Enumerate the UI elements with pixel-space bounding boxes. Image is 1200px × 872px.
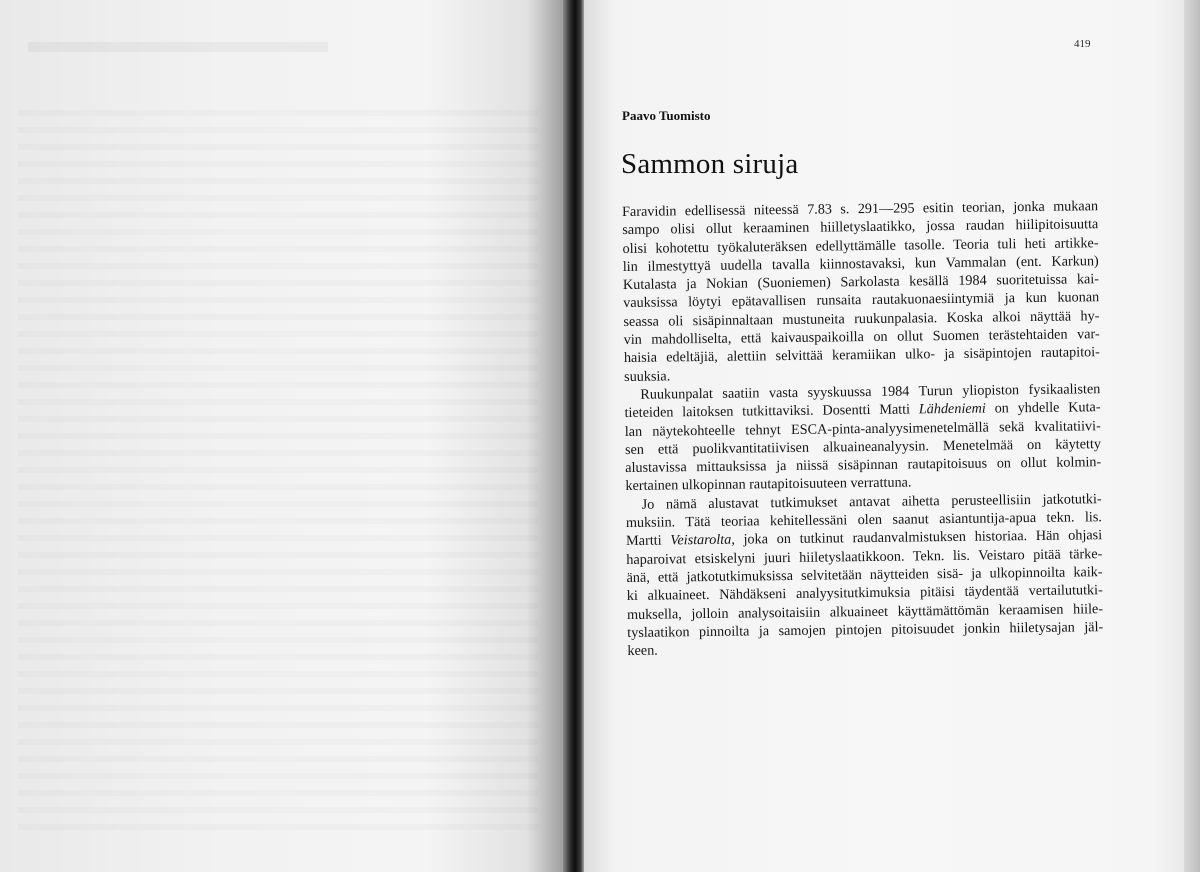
page-number: 419 — [1074, 38, 1091, 50]
text-line: Jo nämä alustavat tutkimukset antavat aihetta perusteellisiin jatkotutki- — [641, 490, 1102, 513]
paragraph-2 — [624, 380, 1101, 496]
book-gutter — [563, 0, 585, 872]
text-line: vin mahdolliselta, että kaivauspaikoilla on ollut Suomen terästehtaiden var- — [623, 326, 1100, 349]
text-line: lan näytekohteelle tehnyt ESCA-pinta-analyysimenetelmällä sekä kvalitatiivi- — [624, 417, 1101, 440]
right-page — [584, 0, 1184, 872]
text-line: olisi kohotettu työkaluteräksen edellyttämälle tasolle. Teoria tuli heti artikke- — [622, 234, 1099, 257]
text-segment: on yhdelle Kuta- — [985, 399, 1101, 417]
text-line: suuksia. — [624, 368, 671, 385]
text-line: sen että puolikvantitatiivisen alkuaineanalyysin. Menetelmää on käytetty — [624, 436, 1102, 458]
text-line: muksella, jolloin analysoitaisiin alkuaineet käyttämättömän keraamisen hiile- — [626, 600, 1104, 623]
text-line: seassa oli sisäpinnaltaan mustuneita ruukunpalasia. Koska alkoi näyttää hy- — [623, 307, 1100, 330]
author-name: Paavo Tuomisto — [622, 108, 711, 123]
text-line: Kutalasta ja Nokian (Suoniemen) Sarkolasta kesällä 1984 suoritetuissa kai- — [622, 271, 1100, 294]
text-line: vauksissa löytyi epätavallisen runsaita rautakuonaesiintymiä ja kun kuonan — [623, 289, 1100, 312]
text-segment: joka on tutkinut raudanvalmistuksen historiaa. Hän ohjasi — [734, 527, 1103, 548]
text-line: kertainen ulkopinnan rautapitoisuuteen verrattuna. — [625, 474, 912, 495]
italic-name: Lähdeniemi — [918, 400, 986, 418]
text-line: änä, että jatkotutkimuksissa selvitetään näytteiden sisä- ja ulkopinnoilta kaik- — [626, 564, 1103, 586]
text-line: alustavissa mittauksissa ja niissä sisäpinnan rautapitoisuus on ollut kolmin- — [625, 454, 1102, 477]
text-line: lin ilmestyttyä uudella tavalla kiinnostavaksi, kun Vammalan (ent. Karkun) — [622, 253, 1099, 275]
paragraph-1 — [622, 197, 1100, 386]
text-line: haisia edeltäjiä, alettiin selvittää keramiikan ulko- ja sisäpintojen rautapitoi- — [623, 344, 1100, 367]
text-line: Faravidin edellisessä niteessä 7.83 s. 291—295 esitin teorian, jonka mukaan — [622, 198, 1099, 220]
text-line: ki alkuaineet. Nähdäkseni analyysitutkimuksia pitäisi täydentää vertailututki- — [626, 582, 1103, 605]
text-line: haparoivat etsiskelyni juuri hiiletyslaatikkoon. Tekn. lis. Veistaro pitää tärke- — [626, 545, 1103, 568]
article-title: Sammon siruja — [621, 148, 799, 180]
text-line: Ruukunpalat saatiin vasta syyskuussa 1984 Turun yliopiston fysikaalisten — [640, 381, 1101, 403]
text-line: muksiin. Tätä teoriaa kehitellessäni olen saanut asiantuntija-apua tekn. lis. — [625, 509, 1102, 532]
text-line: sampo olisi ollut keraaminen hiilletyslaatikko, jossa raudan hiilipitoisuutta — [622, 216, 1099, 239]
text-line: tyslaatikon pinnoilta ja samojen pintojen pitoisuudet jonkin hiiletysajan jäl- — [627, 618, 1104, 641]
text-segment: tieteiden laitoksen tutkittaviksi. Dosentti Matti — [624, 401, 919, 422]
left-page-blurred — [0, 0, 566, 872]
article-body — [622, 197, 1104, 660]
page-edge — [1184, 0, 1200, 872]
paragraph-3 — [626, 490, 1104, 660]
text-segment: Martti — [626, 532, 671, 550]
left-page-ghost-header — [28, 42, 328, 52]
left-page-ghost-text — [18, 110, 538, 830]
italic-name: Veistarolta, — [670, 531, 735, 549]
text-line: keen. — [627, 642, 658, 660]
